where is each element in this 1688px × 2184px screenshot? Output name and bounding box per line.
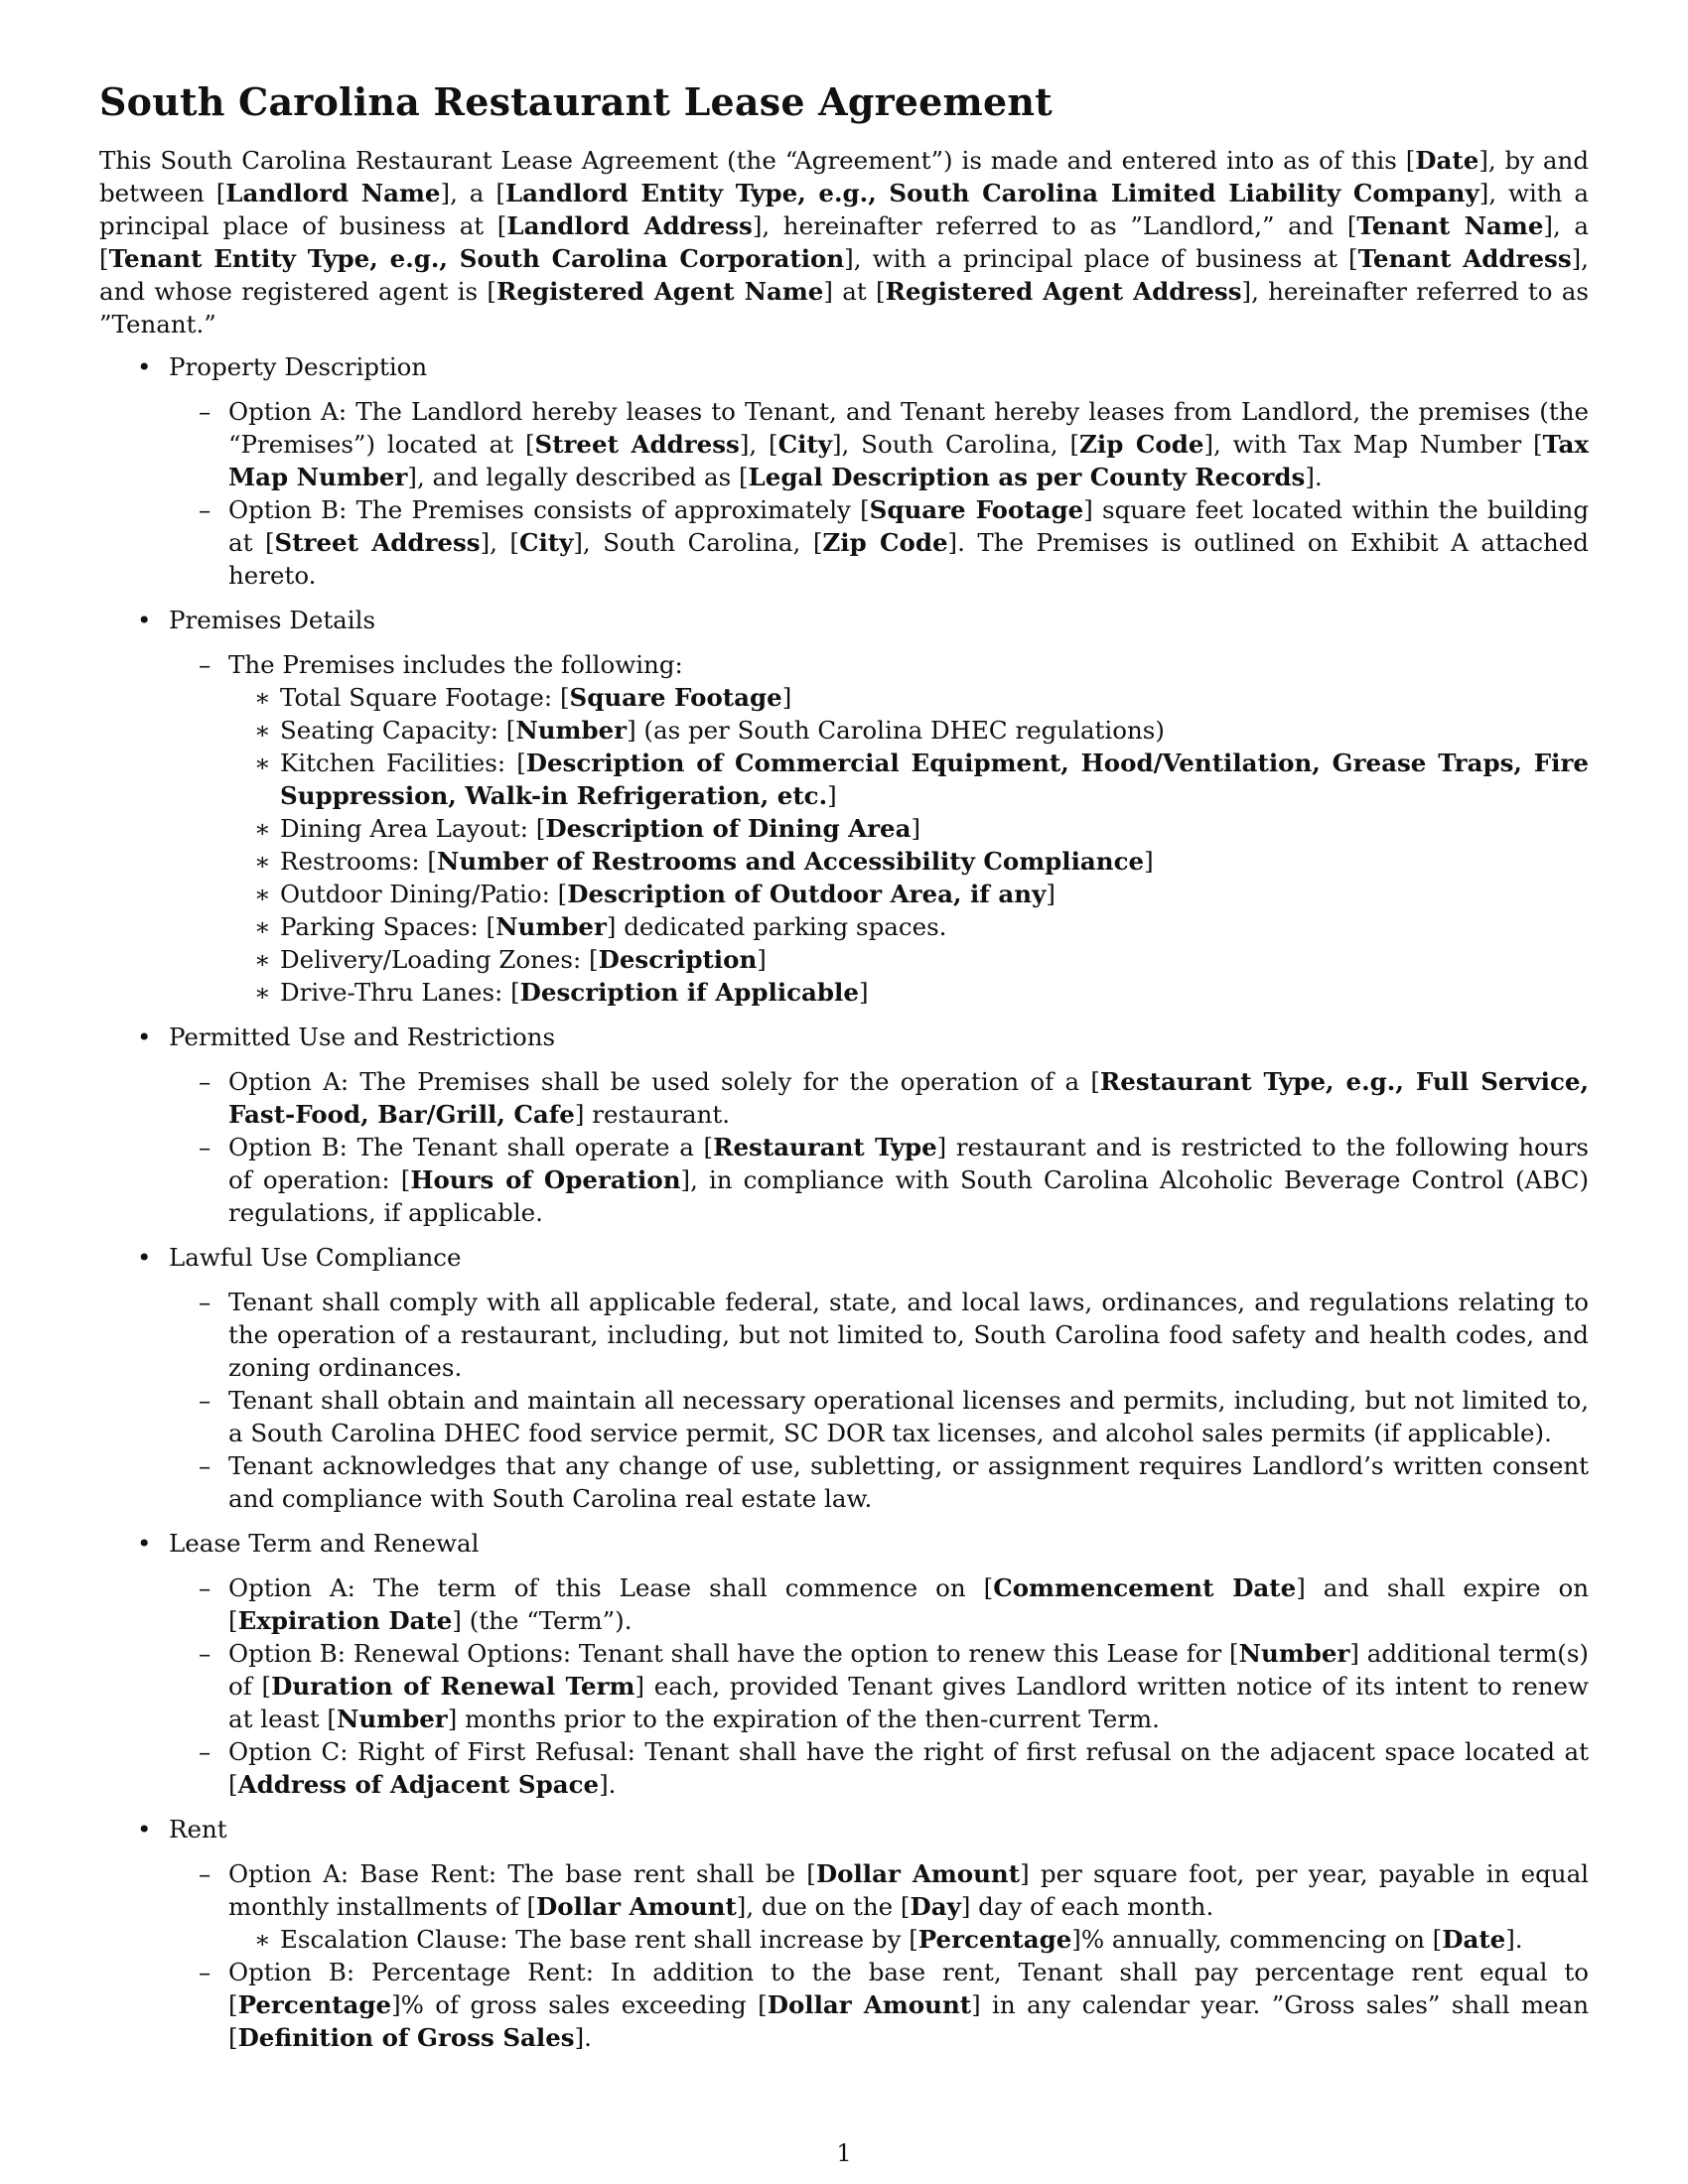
placeholder-field: Description — [598, 945, 758, 974]
text-run: ] — [757, 945, 767, 974]
text-run: Option C: Right of First Refusal: Tenant shall have the right of first refusal on the adjacent space located at [ — [228, 1737, 1589, 1799]
text-run: ]. — [1505, 1925, 1523, 1954]
placeholder-field: Square Footage — [869, 495, 1084, 524]
section-item — [99, 1813, 1589, 2054]
text-run: ], and whose registered agent is [ — [99, 244, 1589, 306]
clause-list — [169, 1857, 1589, 2054]
placeholder-field: Number — [1238, 1639, 1350, 1668]
placeholder-field: Registered Agent Name — [495, 277, 824, 306]
clause-item — [169, 1735, 1589, 1801]
text-run: ] dedicated parking spaces. — [606, 912, 947, 941]
clause-list — [169, 1286, 1589, 1515]
placeholder-field: Tenant Entity Type, e.g., South Carolina Corporation — [108, 244, 845, 273]
placeholder-field: Description of Commercial Equipment, Hood/Ventilation, Grease Traps, Fire Suppression, Walk-in Refrigeration, etc. — [280, 749, 1589, 810]
text-run: ], hereinafter referred to as ”Tenant.” — [99, 277, 1589, 339]
document-title: South Carolina Restaurant Lease Agreement — [99, 79, 1053, 124]
placeholder-field: Legal Description as per County Records — [748, 463, 1306, 491]
placeholder-field: Tax Map Number — [228, 430, 1589, 491]
text-run: ] at [ — [823, 277, 886, 306]
sub-clause-list — [228, 681, 1589, 1009]
placeholder-field: Number — [495, 912, 607, 941]
text-run: Kitchen Facilities: [ — [280, 749, 526, 777]
section-item — [99, 1021, 1589, 1229]
sub-clause-item — [228, 747, 1589, 812]
clause-list — [169, 395, 1589, 592]
section-item — [99, 604, 1589, 1009]
clause-item — [169, 1384, 1589, 1449]
clause-item — [169, 648, 1589, 1009]
placeholder-field: Landlord Name — [225, 179, 441, 207]
text-run: ] — [1046, 880, 1055, 908]
placeholder-field: Date — [1442, 1925, 1506, 1954]
placeholder-field: Number of Restrooms and Accessibility Compliance — [436, 847, 1145, 876]
sub-clause-item — [228, 910, 1589, 943]
placeholder-field: Zip Code — [822, 528, 948, 557]
placeholder-field: Number — [515, 716, 628, 745]
text-run: ]% annually, commencing on [ — [1071, 1925, 1443, 1954]
text-run: ]. The Premises is outlined on Exhibit A attached hereto. — [228, 528, 1589, 590]
placeholder-field: Landlord Entity Type, e.g., South Carolina Limited Liability Company — [504, 179, 1479, 207]
clause-item — [169, 1857, 1589, 1956]
placeholder-field: Street Address — [274, 528, 481, 557]
text-run: ]. — [599, 1770, 617, 1799]
placeholder-field: Landlord Address — [506, 211, 753, 240]
text-run: Seating Capacity: [ — [280, 716, 516, 745]
text-run: ] additional term(s) of [ — [228, 1639, 1589, 1701]
placeholder-field: Dollar Amount — [815, 1859, 1021, 1888]
sub-clause-item — [228, 845, 1589, 878]
text-run: ]% of gross sales exceeding [ — [391, 1990, 768, 2019]
text-run: ] months prior to the expiration of the then-current Term. — [447, 1705, 1160, 1733]
clause-item — [169, 1131, 1589, 1229]
text-run: Drive-Thru Lanes: [ — [280, 978, 520, 1007]
text-run: ] day of each month. — [960, 1892, 1214, 1921]
section-title: • Property Description — [169, 352, 428, 381]
text-run: Restrooms: [ — [280, 847, 437, 876]
placeholder-field: Tenant Address — [1357, 244, 1572, 273]
clause-item — [169, 1571, 1589, 1637]
placeholder-field: Address of Adjacent Space — [237, 1770, 600, 1799]
placeholder-field: Restaurant Type, e.g., Full Service, Fast-Food, Bar/Grill, Cafe — [228, 1067, 1589, 1129]
clause-list — [169, 648, 1589, 1009]
text-run: ], with a principal place of business at [ — [99, 179, 1590, 240]
text-run: Tenant shall comply with all applicable federal, state, and local laws, ordinances, and regulations relating to the operation of a restaurant, including, but not limited to, South Carolina food safety and health codes, and zoning ordinances. — [228, 1288, 1589, 1382]
text-run: Dining Area Layout: [ — [280, 814, 546, 843]
placeholder-field: Date — [1415, 146, 1479, 175]
text-run: ], a [ — [99, 211, 1589, 273]
placeholder-field: Zip Code — [1079, 430, 1204, 459]
sub-clause-item — [228, 812, 1589, 845]
page-number: 1 — [836, 2139, 852, 2167]
text-run: ], [ — [739, 430, 778, 459]
text-run: ], due on the [ — [736, 1892, 911, 1921]
section-list — [99, 350, 1589, 2054]
text-run: Option A: The Landlord hereby leases to Tenant, and Tenant hereby leases from Landlord, the premises (the “Premises”) located at [ — [228, 397, 1589, 459]
clause-list — [169, 1065, 1589, 1229]
clause-item — [169, 1449, 1589, 1515]
text-run: ] (as per South Carolina DHEC regulations) — [627, 716, 1165, 745]
text-run: Delivery/Loading Zones: [ — [280, 945, 599, 974]
text-run: ] square feet located within the building at [ — [228, 495, 1589, 557]
text-run: ] (the “Term”). — [452, 1606, 633, 1635]
text-run: ] — [911, 814, 921, 843]
placeholder-field: Day — [910, 1892, 961, 1921]
text-run: ], [ — [480, 528, 519, 557]
placeholder-field: Dollar Amount — [536, 1892, 737, 1921]
text-run: ] — [1144, 847, 1154, 876]
placeholder-field: City — [518, 528, 574, 557]
sub-clause-item — [228, 943, 1589, 976]
clause-item — [169, 1065, 1589, 1131]
clause-item — [169, 493, 1589, 592]
text-run: This South Carolina Restaurant Lease Agreement (the “Agreement”) is made and entered into as of this [ — [99, 146, 1416, 175]
text-run: ], South Carolina, [ — [573, 528, 823, 557]
sub-clause-item — [228, 681, 1589, 714]
text-run: Outdoor Dining/Patio: [ — [280, 880, 568, 908]
text-run: Option B: Percentage Rent: In addition to the base rent, Tenant shall pay percentage rent equal to [ — [228, 1958, 1589, 2019]
text-run: Option B: The Tenant shall operate a [ — [228, 1133, 714, 1161]
text-run: Option A: The Premises shall be used solely for the operation of a [ — [228, 1067, 1100, 1096]
text-run: ], a [ — [440, 179, 505, 207]
clause-item — [169, 1637, 1589, 1735]
sub-clause-item — [228, 878, 1589, 910]
placeholder-field: Hours of Operation — [410, 1165, 681, 1194]
text-run: Parking Spaces: [ — [280, 912, 496, 941]
placeholder-field: Restaurant Type — [713, 1133, 937, 1161]
text-run: ], in compliance with South Carolina Alcoholic Beverage Control (ABC) regulations, if applicable. — [228, 1165, 1590, 1227]
placeholder-field: Dollar Amount — [767, 1990, 972, 2019]
placeholder-field: Street Address — [534, 430, 740, 459]
text-run: ]. — [1305, 463, 1323, 491]
text-run: Option B: Renewal Options: Tenant shall have the option to renew this Lease for [ — [228, 1639, 1239, 1668]
text-run: Escalation Clause: The base rent shall increase by [ — [280, 1925, 918, 1954]
placeholder-field: Commencement Date — [993, 1573, 1297, 1602]
clause-item — [169, 1286, 1589, 1384]
placeholder-field: Square Footage — [569, 683, 782, 712]
text-run: Option A: The term of this Lease shall commence on [ — [228, 1573, 994, 1602]
text-run: ]. — [574, 2023, 592, 2052]
text-run: ], South Carolina, [ — [831, 430, 1079, 459]
placeholder-field: Percentage — [917, 1925, 1072, 1954]
sub-clause-list — [228, 1923, 1589, 1956]
intro-paragraph — [99, 144, 1589, 341]
placeholder-field: Description of Outdoor Area, if any — [567, 880, 1047, 908]
placeholder-field: City — [777, 430, 832, 459]
section-item — [99, 350, 1589, 592]
sub-clause-item — [228, 976, 1589, 1009]
text-run: ], with a principal place of business at [ — [844, 244, 1358, 273]
text-run: ] — [827, 781, 837, 810]
text-run: ] each, provided Tenant gives Landlord written notice of its intent to renew at least [ — [228, 1672, 1589, 1733]
placeholder-field: Description if Applicable — [519, 978, 859, 1007]
text-run: ], with Tax Map Number [ — [1203, 430, 1543, 459]
text-run: ] in any calendar year. ”Gross sales” shall mean [ — [228, 1990, 1589, 2052]
text-run: Tenant shall obtain and maintain all necessary operational licenses and permits, including, but not limited to, a South Carolina DHEC food service permit, SC DOR tax licenses, and alcohol sales permits (if applicable). — [228, 1386, 1589, 1447]
placeholder-field: Tenant Name — [1356, 211, 1544, 240]
text-run: ] restaurant and is restricted to the following hours of operation: [ — [228, 1133, 1589, 1194]
clause-item — [169, 1956, 1589, 2054]
section-title: • Rent — [169, 1815, 227, 1843]
placeholder-field: Percentage — [237, 1990, 392, 2019]
text-run: ] per square foot, per year, payable in equal monthly installments of [ — [228, 1859, 1590, 1921]
placeholder-field: Description of Dining Area — [545, 814, 912, 843]
section-title: • Lawful Use Compliance — [169, 1243, 462, 1272]
text-run: ] — [858, 978, 869, 1007]
text-run: Total Square Footage: [ — [280, 683, 570, 712]
sub-clause-item — [228, 714, 1589, 747]
clause-list — [169, 1571, 1589, 1801]
placeholder-field: Expiration Date — [237, 1606, 453, 1635]
placeholder-field: Definition of Gross Sales — [237, 2023, 575, 2052]
placeholder-field: Duration of Renewal Term — [271, 1672, 635, 1701]
text-run: Tenant acknowledges that any change of use, subletting, or assignment requires Landlord’s written consent and compliance with South Carolina real estate law. — [228, 1451, 1589, 1513]
text-run: ], and legally described as [ — [407, 463, 749, 491]
section-title: • Permitted Use and Restrictions — [169, 1023, 556, 1051]
document-page — [99, 79, 1589, 2066]
section-item — [99, 1527, 1589, 1801]
text-run: ] — [781, 683, 792, 712]
sub-clause-item — [228, 1923, 1589, 1956]
section-item — [99, 1241, 1589, 1515]
text-run: ] and shall expire on [ — [228, 1573, 1589, 1635]
text-run: Option A: Base Rent: The base rent shall be [ — [228, 1859, 816, 1888]
section-title: • Lease Term and Renewal — [169, 1529, 480, 1558]
text-run: ], hereinafter referred to as ”Landlord,” and [ — [752, 211, 1357, 240]
clause-item — [169, 395, 1589, 493]
text-run: ], by and between [ — [99, 146, 1589, 207]
placeholder-field: Number — [336, 1705, 448, 1733]
text-run: ] restaurant. — [574, 1100, 730, 1129]
text-run: The Premises includes the following: — [228, 650, 683, 679]
text-run: Option B: The Premises consists of approximately [ — [228, 495, 870, 524]
placeholder-field: Registered Agent Address — [885, 277, 1242, 306]
section-title: • Premises Details — [169, 606, 376, 634]
